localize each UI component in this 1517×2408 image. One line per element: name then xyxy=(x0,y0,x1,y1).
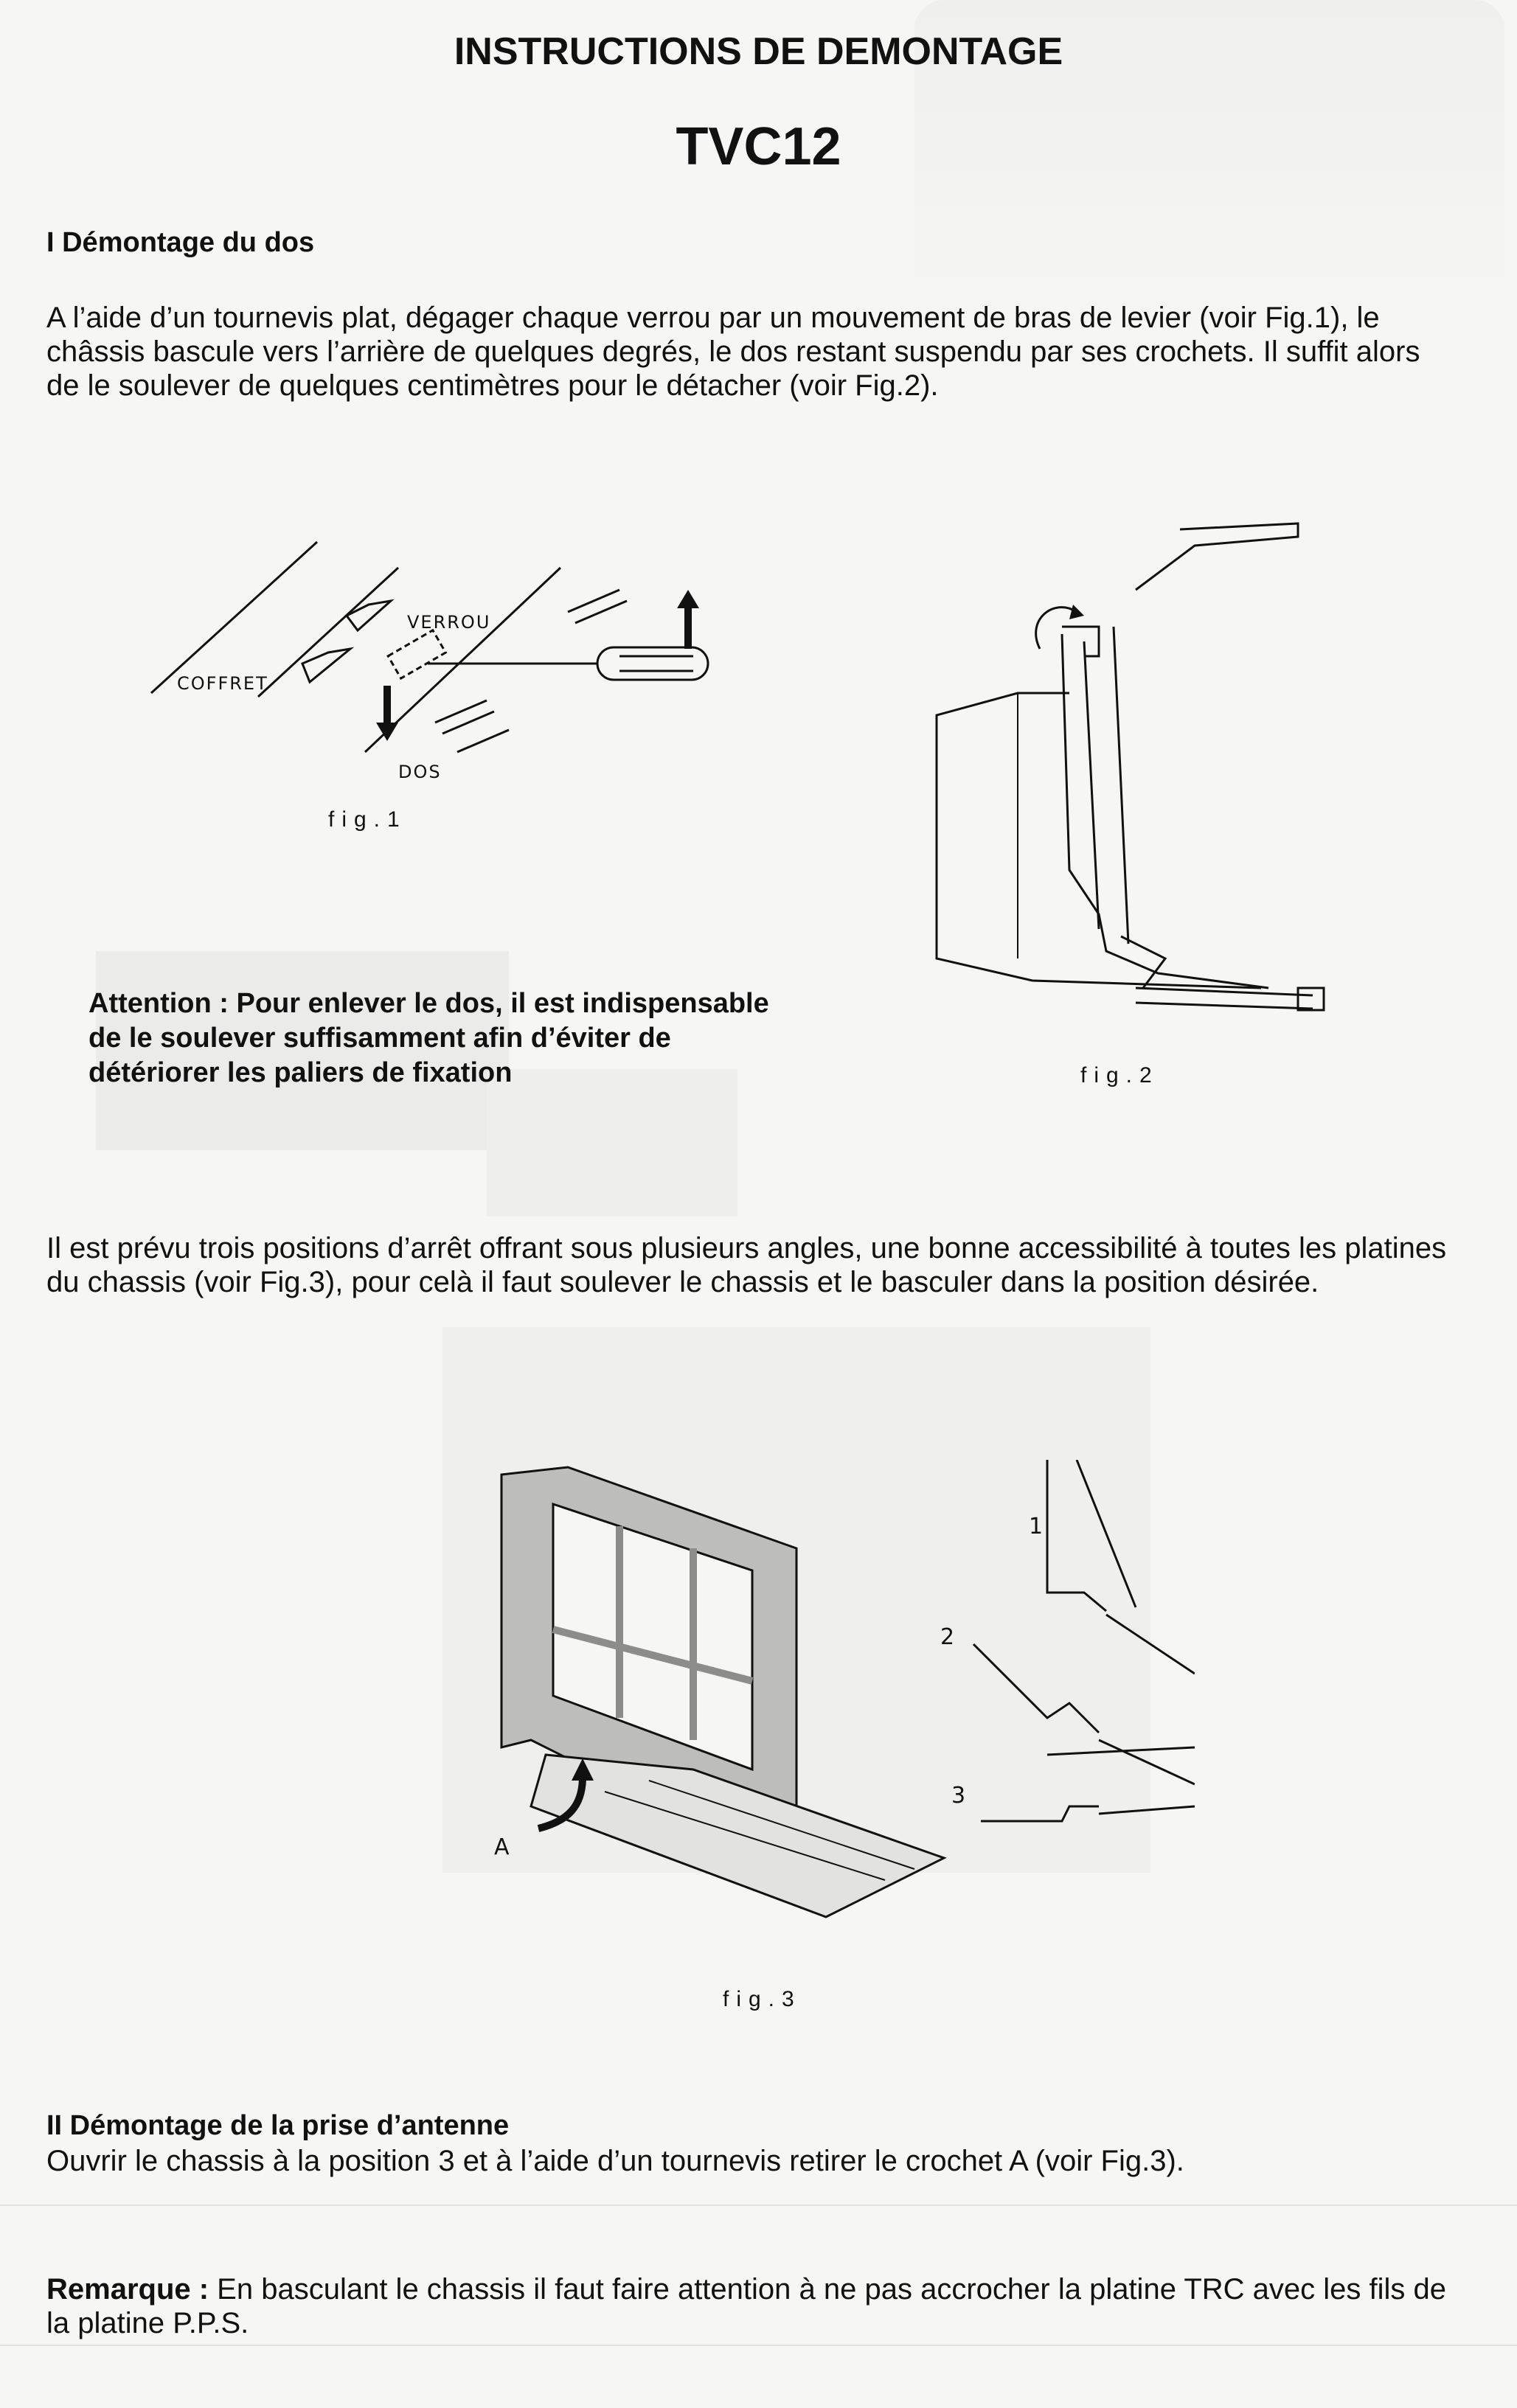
fig3-caption: fig.3 xyxy=(723,1987,802,2011)
remark-text: En basculant le chassis il faut faire attention à ne pas accrocher la platine TRC avec les fils de la platine P.P.S. xyxy=(46,2273,1446,2339)
fig1-screwdriver-handle xyxy=(597,647,708,680)
fig3-position-2 xyxy=(973,1644,1099,1733)
fig1-latch-2 xyxy=(347,601,391,630)
fig1-caption: fig.1 xyxy=(328,807,407,832)
fig1-latch-1 xyxy=(302,649,350,682)
section-1-text: A l’aide d’un tournevis plat, dégager chaque verrou par un mouvement de bras de levier (voir Fig.1), le châssis bascule vers l’arrière de quelques degrés, le dos restant suspendu par ses crochets. Il suffit alors de le soulever de quelques centimètres pour le détacher (voir Fig.2). xyxy=(46,302,1420,402)
fig1-label-verrou: VERROU xyxy=(407,612,491,633)
fig1-coffret-line xyxy=(151,542,317,693)
section-1-heading: I Démontage du dos xyxy=(46,227,315,258)
fig2-inner-wall xyxy=(1084,641,1099,929)
fig3-diagram xyxy=(472,1460,1195,1954)
warning-text: Attention : Pour enlever le dos, il est indispensable de le soulever suffisamment afin d’éviter de détériorer les paliers de fixation xyxy=(88,988,769,1088)
fig2-cabinet-top xyxy=(1136,523,1298,590)
model-title: TVC12 xyxy=(676,117,841,176)
fig2-base-board xyxy=(1136,988,1313,995)
section-2-text: Ouvrir le chassis à la position 3 et à l’aide d’un tournevis retirer le crochet A (voir Fig.3). xyxy=(46,2145,1184,2177)
fig1-verrou-block xyxy=(388,630,445,678)
fig3-label-a: A xyxy=(494,1834,510,1860)
fig1-arrow-up xyxy=(677,590,699,649)
remark-label: Remarque : xyxy=(46,2273,209,2306)
fig1-arrow-down xyxy=(376,686,398,741)
fig3-position-3 xyxy=(981,1806,1099,1821)
fig3-label-1: 1 xyxy=(1029,1514,1044,1539)
fig2-curved-arrow xyxy=(1036,608,1077,649)
fig2-hook xyxy=(1062,627,1099,656)
page-title: INSTRUCTIONS DE DEMONTAGE xyxy=(454,30,1063,73)
section-2-heading: II Démontage de la prise d’antenne xyxy=(46,2110,510,2141)
fig1-slot-1 xyxy=(568,590,619,612)
fig2-foot xyxy=(1298,988,1324,1010)
positions-text: Il est prévu trois positions d’arrêt offrant sous plusieurs angles, une bonne accessibilité à toutes les platines du chassis (voir Fig.3), pour celà il faut soulever le chassis et le basculer dans la position désirée. xyxy=(46,1232,1447,1298)
fig1-diagram xyxy=(147,538,737,782)
fig3-label-2: 2 xyxy=(940,1624,955,1650)
fig1-label-dos: DOS xyxy=(398,762,442,782)
fig2-back-cover xyxy=(937,693,1261,988)
fig1-label-coffret: COFFRET xyxy=(177,673,268,694)
fig1-coffret-inner xyxy=(258,568,398,697)
fig1-slot-2 xyxy=(435,700,487,723)
fig2-caption: fig.2 xyxy=(1080,1063,1159,1088)
remark-block xyxy=(46,2272,1448,2340)
fig2-diagram xyxy=(914,516,1327,1032)
fig3-label-3: 3 xyxy=(951,1783,966,1809)
fig3-position-1 xyxy=(1047,1460,1106,1611)
